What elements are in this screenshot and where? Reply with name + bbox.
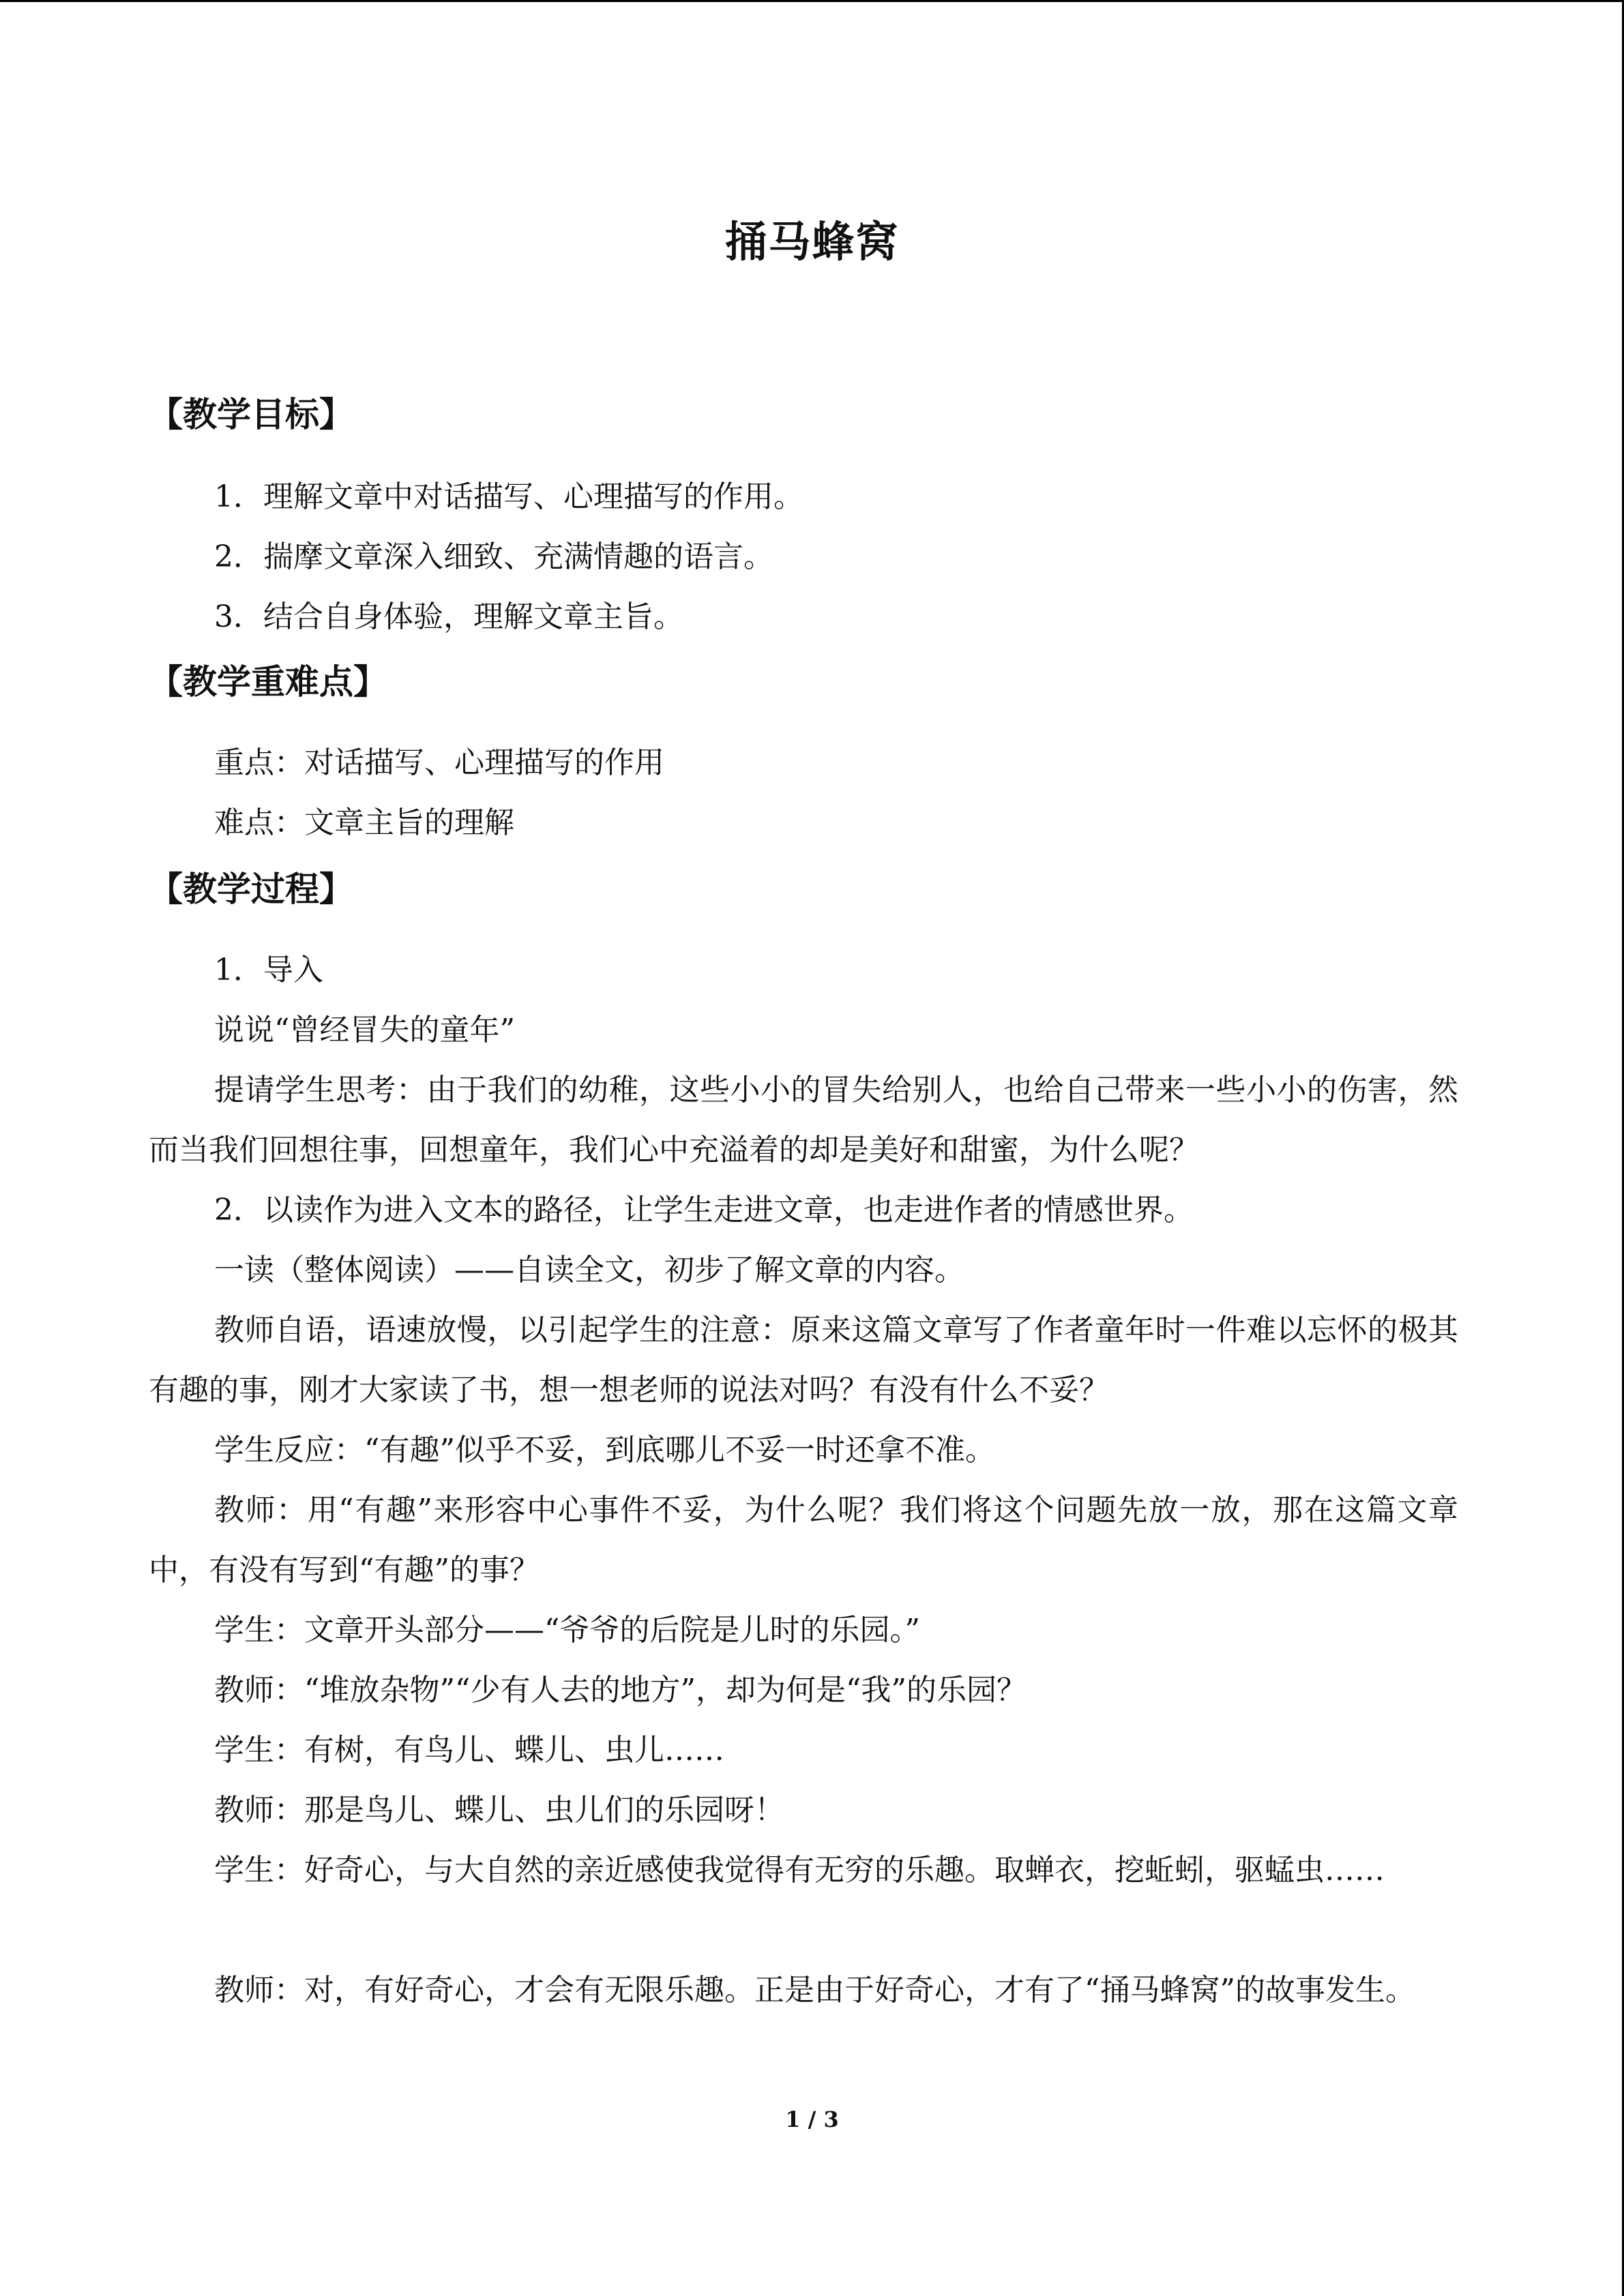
- objective-item-1: 1．理解文章中对话描写、心理描写的作用。: [214, 479, 803, 514]
- process-paragraph: 教师自语，语速放慢，以引起学生的注意：原来这篇文章写了作者童年时一件难以忘怀的极其有趣的事，刚才大家读了书，想一想老师的说法对吗？有没有什么不妥？: [149, 1313, 1458, 1407]
- key-point-item-1: 重点：对话描写、心理描写的作用: [214, 745, 664, 780]
- objective-item-3: 3．结合自身体验，理解文章主旨。: [214, 599, 683, 634]
- process-paragraph: 学生：好奇心，与大自然的亲近感使我觉得有无穷的乐趣。取蝉衣，挖蚯蚓，驱蜢虫……: [214, 1853, 1385, 1888]
- document-title: 捅马蜂窝: [724, 217, 900, 267]
- process-paragraph: 学生：有树，有鸟儿、蝶儿、虫儿……: [214, 1733, 724, 1768]
- process-paragraph: 提请学生思考：由于我们的幼稚，这些小小的冒失给别人，也给自己带来一些小小的伤害，然而当我们回想往事，回想童年，我们心中充溢着的却是美好和甜蜜，为什么呢？: [149, 1073, 1458, 1167]
- heading-key-points: 【教学重难点】: [149, 662, 387, 702]
- process-paragraph: 学生反应：“有趣”似乎不妥，到底哪儿不妥一时还拿不准。: [214, 1433, 995, 1467]
- process-paragraph: 教师：对，有好奇心，才会有无限乐趣。正是由于好奇心，才有了“捅马蜂窝”的故事发生。: [214, 1973, 1415, 2008]
- heading-objectives: 【教学目标】: [149, 395, 353, 434]
- objective-item-2: 2．揣摩文章深入细致、充满情趣的语言。: [214, 539, 773, 574]
- process-paragraph: 学生：文章开头部分——“爷爷的后院是儿时的乐园。”: [214, 1613, 920, 1648]
- page-number: 1 / 3: [785, 2106, 839, 2132]
- process-paragraph: 教师：用“有趣”来形容中心事件不妥，为什么呢？我们将这个问题先放一放，那在这篇文章中，有没有写到“有趣”的事？: [149, 1493, 1458, 1587]
- heading-process: 【教学过程】: [149, 869, 353, 909]
- process-paragraph: 2．以读作为进入文本的路径，让学生走进文章，也走进作者的情感世界。: [214, 1193, 1194, 1227]
- process-paragraph: 一读（整体阅读）——自读全文，初步了解文章的内容。: [214, 1253, 964, 1287]
- process-paragraph: 教师：那是鸟儿、蝶儿、虫儿们的乐园呀！: [214, 1793, 784, 1828]
- process-paragraph: 说说“曾经冒失的童年”: [214, 1013, 515, 1047]
- process-paragraph: 1．导入: [214, 953, 323, 987]
- key-point-item-2: 难点：文章主旨的理解: [214, 805, 514, 840]
- process-paragraph: 教师：“堆放杂物”“少有人去的地方”，却为何是“我”的乐园？: [214, 1673, 1027, 1708]
